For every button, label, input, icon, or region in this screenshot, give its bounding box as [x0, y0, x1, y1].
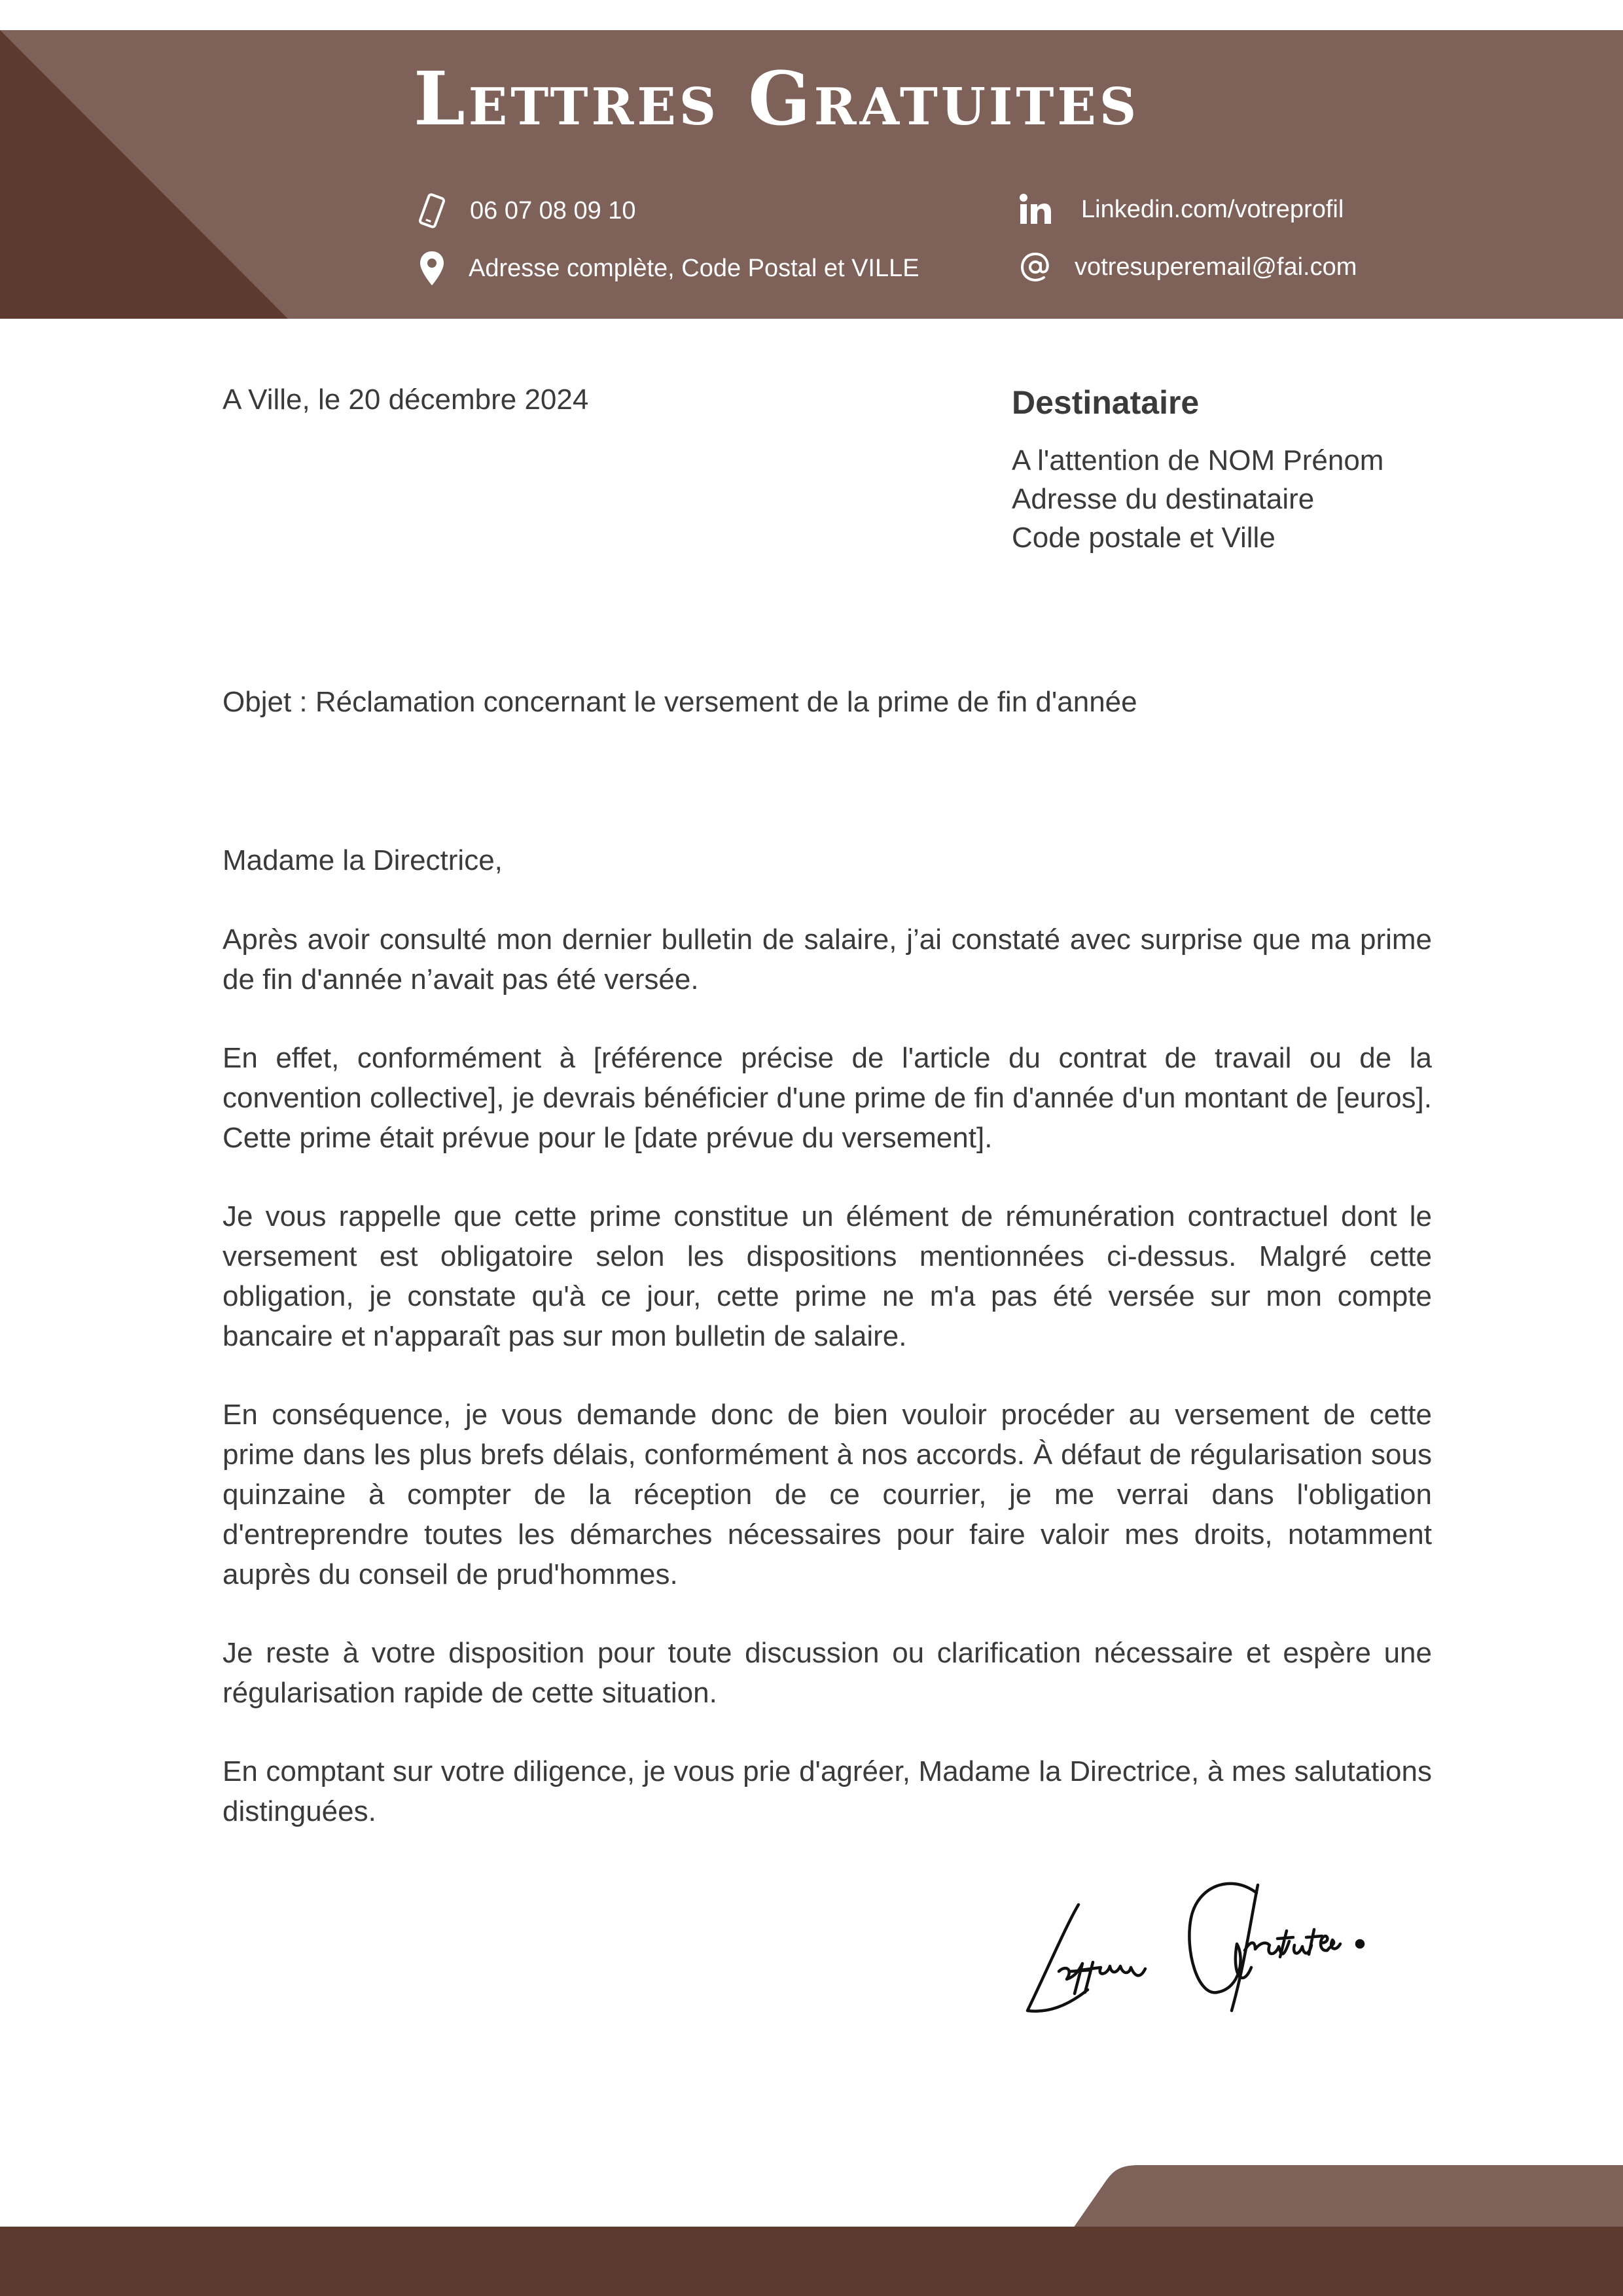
- letter-salutation: Madame la Directrice,: [223, 844, 503, 876]
- letter-paragraph: En comptant sur votre diligence, je vous prie d'agréer, Madame la Directrice, à mes salutations distinguées.: [223, 1755, 1432, 1827]
- letter-paragraph: Je reste à votre disposition pour toute discussion ou clarification nécessaire et espère une régularisation rapide de cette situation.: [223, 1637, 1432, 1709]
- letter-body: [223, 840, 1432, 1870]
- email-address: votresuperemail@fai.com: [1075, 253, 1357, 281]
- letter-paragraph: En conséquence, je vous demande donc de bien vouloir procéder au versement de cette prime dans les plus brefs délais, conformément à nos accords. À défaut de régularisation sous quinzaine à compter de la réception de ce courrier, je me verrai dans l'obligation d'entreprendre toutes les démarches nécessaires pour faire valoir mes droits, notamment auprès du conseil de prud'hommes.: [223, 1399, 1432, 1590]
- brand-title: Lettres Gratuites: [414, 56, 1140, 142]
- recipient-line: A l'attention de NOM Prénom: [1012, 444, 1384, 476]
- footer-tab-shape: [1073, 2165, 1623, 2228]
- recipient-title: Destinataire: [1012, 384, 1200, 421]
- letter-subject: Objet : Réclamation concernant le versement de la prime de fin d'année: [223, 686, 1137, 718]
- letter-paragraph: En effet, conformément à [référence précise de l'article du contrat de travail ou de la convention collective], je devrais bénéficier d'une prime de fin d'année d'un montant de [euros]. Cette prime était prévue pour le [date prévue du versement].: [223, 1042, 1432, 1154]
- contact-linkedin: [1016, 190, 1344, 229]
- phone-icon: [412, 191, 452, 230]
- recipient-block: [1012, 382, 1383, 557]
- address-text: Adresse complète, Code Postal et VILLE: [469, 254, 919, 282]
- linkedin-icon: [1016, 190, 1055, 229]
- contact-phone: [412, 191, 636, 230]
- letter-paragraph: Après avoir consulté mon dernier bulletin de salaire, j’ai constaté avec surprise que ma prime de fin d'année n’avait pas été versée.: [223, 924, 1432, 996]
- header-corner-triangle: [0, 30, 288, 319]
- contact-address: [412, 249, 919, 288]
- phone-number: 06 07 08 09 10: [470, 196, 636, 224]
- footer-bar: [0, 2227, 1623, 2296]
- recipient-line: Adresse du destinataire: [1012, 483, 1315, 515]
- handwritten-signature: [1001, 1859, 1394, 2042]
- letter-paragraph: Je vous rappelle que cette prime constitue un élément de rémunération contractuel dont le versement est obligatoire selon les dispositions mentionnées ci-dessus. Malgré cette obligation, je constate qu'à ce jour, cette prime ne m'a pas été versée sur mon compte bancaire et n'apparaît pas sur mon bulletin de salaire.: [223, 1200, 1432, 1352]
- at-sign-icon: [1016, 247, 1055, 287]
- contact-email: [1016, 247, 1357, 287]
- letter-date: A Ville, le 20 décembre 2024: [223, 384, 589, 416]
- recipient-line: Code postale et Ville: [1012, 522, 1275, 554]
- header-banner: [0, 30, 1623, 319]
- location-pin-icon: [412, 249, 452, 288]
- linkedin-url: Linkedin.com/votreprofil: [1081, 195, 1344, 223]
